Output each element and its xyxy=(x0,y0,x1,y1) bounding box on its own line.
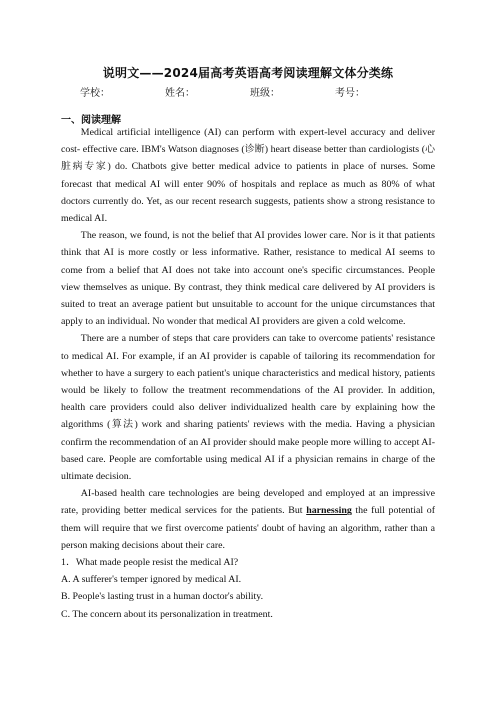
section-heading: 一、阅读理解 xyxy=(61,115,121,126)
question-1-option-b: B. People's lasting trust in a human doctor's ability. xyxy=(61,591,264,603)
paragraph-3: There are a number of steps that care providers can take to overcome patients' resistance to medical AI. For example, if an AI provider is capable of tailoring its recommendation for whether to have a surgery to each patient's unique characteristics and medical history, patients would be likely to follow the treatment recommendations of the AI provider. In addition, health care providers could also deliver individualized health care by explaining how the algorithms (算法) work and sharing patients' reviews with the media. Having a physician confirm the recommendation of an AI provider should make people more willing to accept AI-based care. People are comfortable using medical AI if a physician remains in charge of the ultimate decision. xyxy=(61,333,435,483)
paragraph-4-end: the full potential of them will require that we first overcome patients' doubt of having an algorithm, rather than a person making decisions about their care. xyxy=(61,505,435,551)
paragraph-1: Medical artificial intelligence (AI) can perform with expert-level accuracy and deliver cost- effective care. IBM's Watson diagnoses (诊断) heart disease better than cardiologists (心脏病专家) do. Chatbots give better medical advice to patients in place of nurses. Some forecast that medical AI will enter 90% of hospitals and replace as much as 80% of what doctors currently do. Yet, as our recent research suggests, patients show a strong resistance to medical AI. xyxy=(61,127,435,225)
question-1-stem: 1．What made people resist the medical AI? xyxy=(61,557,239,569)
reading-passage xyxy=(61,124,435,623)
name-label: 姓名： xyxy=(165,88,195,99)
document-title: 说明文——2024届高考英语高考阅读理解文体分类练 xyxy=(102,66,394,80)
paragraph-4 xyxy=(61,485,435,554)
student-info-row xyxy=(80,84,420,99)
school-label: 学校： xyxy=(80,88,110,99)
paragraph-2: The reason, we found, is not the belief that AI provides lower care. Nor is it that patients think that AI is more costly or less informative. Rather, resistance to medical AI seems to come from a belief that AI does not take into account one's specific circumstances. People view themselves as unique. By contrast, they think medical care delivered by AI providers is suited to treat an average patient but unsuitable to account for the unique circumstances that apply to an individual. No wonder that medical AI providers are given a cold welcome. xyxy=(61,230,435,328)
class-label: 班级： xyxy=(250,88,280,99)
question-1-option-a: A. A sufferer's temper ignored by medical AI. xyxy=(61,574,242,586)
exam-number-label: 考号： xyxy=(335,88,365,99)
highlighted-word: harnessing xyxy=(306,505,352,517)
question-1-option-c: C. The concern about its personalization in treatment. xyxy=(61,608,273,620)
paragraph-4-start: AI-based health care technologies are being developed and employed at an impressive rate, providing better medical services for the patients. But xyxy=(61,488,435,517)
